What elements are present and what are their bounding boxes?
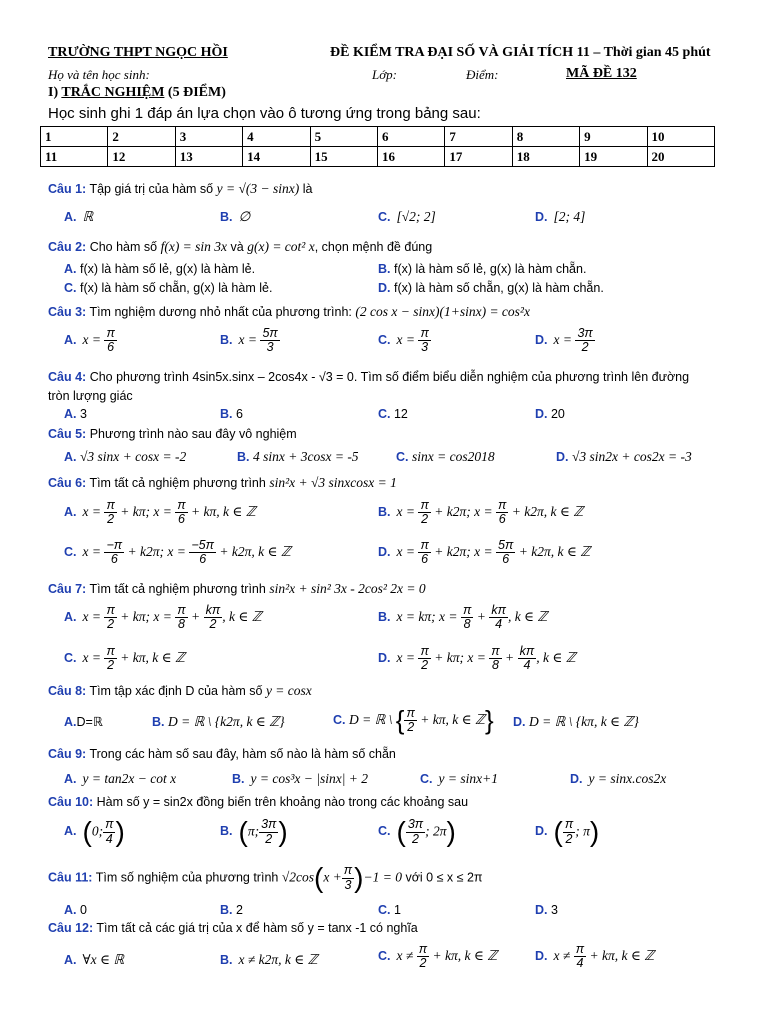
question-label: Câu 2: <box>48 240 87 254</box>
option-text: [2; 4] <box>553 209 586 224</box>
q6-option-b[interactable]: B. x = $\frac{\pi}{2}$ + k2π; x = $\frac{\pi}{6}$ + k2π, k ∈ ℤ <box>378 498 584 527</box>
student-name-label: Họ và tên học sinh: <box>48 67 150 82</box>
q11-option-b[interactable] <box>220 903 243 917</box>
answer-cell[interactable]: 14 <box>243 147 310 167</box>
question-text: Phương trình nào sau đây vô nghiệm <box>89 427 297 441</box>
question-6 <box>48 475 397 491</box>
q1-option-d[interactable] <box>535 209 585 225</box>
q1-option-a[interactable] <box>64 209 93 225</box>
answer-table <box>40 126 715 167</box>
question-5 <box>48 427 297 441</box>
answer-cell[interactable]: 3 <box>175 127 242 147</box>
question-text: Cho phương trình 4sin5x.sinx – 2cos4x - √3 = 0. Tìm số điểm biểu diễn nghiệm của phương trình lên đường <box>89 370 690 384</box>
q7-option-a[interactable]: A. x = $\frac{\pi}{2}$ + kπ; x = $\frac{\pi}{8}$ + $\frac{k\pi}{2}$ , k ∈ ℤ <box>64 603 262 632</box>
option-text: 1 <box>393 903 401 917</box>
question-text: Hàm số y = sin2x đồng biến trên khoảng nào trong các khoảng sau <box>96 795 469 809</box>
section-heading <box>48 85 226 101</box>
q10-option-c[interactable]: C. ( $\frac{3\pi}{2}$ ; 2π) <box>378 816 456 847</box>
q8-option-a[interactable] <box>64 714 103 729</box>
option-label: C. <box>64 281 77 295</box>
option-label: C. <box>333 712 346 727</box>
option-label: B. <box>220 953 233 967</box>
q2-option-d[interactable] <box>378 281 604 295</box>
option-label: A. <box>64 407 77 421</box>
q11-option-d[interactable] <box>535 903 558 917</box>
question-label: Câu 6: <box>48 476 87 490</box>
option-label: A. <box>64 903 77 917</box>
q1-option-c[interactable] <box>378 209 436 225</box>
option-text: 6 <box>235 407 243 421</box>
option-text: 3 <box>550 903 558 917</box>
question-expr: y = √(3 − sinx) <box>216 181 300 196</box>
option-text: y = cos³x − |sinx| + 2 <box>250 771 369 786</box>
q12-option-d[interactable]: D. x ≠ $\frac{\pi}{4}$ + kπ, k ∈ ℤ <box>535 942 655 971</box>
question-1 <box>48 181 312 197</box>
section-points: (5 ĐIỂM) <box>164 85 226 100</box>
option-text: 2 <box>235 903 243 917</box>
option-label: D. <box>535 824 548 839</box>
option-text: ∀x ∈ ℝ <box>82 952 125 967</box>
option-label: A. <box>64 210 77 224</box>
answer-cell[interactable]: 13 <box>175 147 242 167</box>
question-label: Câu 7: <box>48 582 87 596</box>
question-12 <box>48 921 418 935</box>
question-tail: là <box>302 182 313 196</box>
q4-option-d[interactable] <box>535 407 565 421</box>
question-expr: sin²x + sin² 3x - 2cos² 2x = 0 <box>269 581 426 596</box>
q3-option-a[interactable]: A. x = $\frac{\pi}{6}$ <box>64 326 115 355</box>
answer-cell[interactable]: 6 <box>377 127 444 147</box>
answer-cell[interactable]: 17 <box>445 147 512 167</box>
question-text: Tìm nghiệm dương nhỏ nhất của phương trình: <box>89 305 352 319</box>
option-label: B. <box>220 210 233 224</box>
option-text: 0 <box>79 903 87 917</box>
score-label: Điểm: <box>466 67 499 82</box>
question-expr: g(x) = cot² x <box>247 239 315 254</box>
option-label: A. <box>64 332 77 347</box>
question-9 <box>48 747 396 761</box>
answer-cell[interactable]: 9 <box>580 127 647 147</box>
q12-option-c[interactable]: C. x ≠ $\frac{\pi}{2}$ + kπ, k ∈ ℤ <box>378 942 498 971</box>
q3-option-b[interactable]: B. x = $\frac{5\pi}{3}$ <box>220 326 278 355</box>
exam-title: ĐỀ KIỂM TRA ĐẠI SỐ VÀ GIẢI TÍCH 11 – Thời gian 45 phút <box>330 45 711 60</box>
exam-code: MÃ ĐỀ 132 <box>566 66 637 81</box>
option-text: f(x) là hàm số chẵn, g(x) là hàm chẵn. <box>393 281 604 295</box>
option-label: C. <box>378 210 391 224</box>
option-text: y = sinx.cos2x <box>588 771 667 786</box>
option-label: A. <box>64 262 77 276</box>
question-expr: (2 cos x − sinx)(1+sinx) = cos²x <box>355 304 530 319</box>
option-text: x ≠ k2π, k ∈ ℤ <box>238 952 318 967</box>
q9-option-c[interactable] <box>420 771 498 787</box>
option-label: D. <box>378 650 391 665</box>
option-label: D. <box>535 332 548 347</box>
q6-option-a[interactable]: A. x = $\frac{\pi}{2}$ + kπ; x = $\frac{\pi}{6}$ + kπ, k ∈ ℤ <box>64 498 256 527</box>
answer-cell[interactable]: 19 <box>580 147 647 167</box>
question-7 <box>48 581 426 597</box>
option-text: sinx = cos2018 <box>411 449 495 464</box>
answer-cell[interactable]: 15 <box>310 147 377 167</box>
answer-cell[interactable]: 20 <box>647 147 714 167</box>
q5-option-a[interactable] <box>64 449 186 465</box>
question-3 <box>48 304 530 320</box>
q7-option-d[interactable]: D. x = $\frac{\pi}{2}$ + kπ; x = $\frac{\pi}{8}$ + $\frac{k\pi}{4}$ , k ∈ ℤ <box>378 644 576 673</box>
option-text: √3 sinx + cosx = -2 <box>79 449 187 464</box>
option-label: A. <box>64 715 77 729</box>
question-label: Câu 11: <box>48 870 93 885</box>
option-text: D=ℝ <box>76 715 103 729</box>
option-label: C. <box>378 903 391 917</box>
q4-option-a[interactable] <box>64 407 87 421</box>
option-label: B. <box>378 262 391 276</box>
q10-option-b[interactable]: B. (π; $\frac{3\pi}{2}$ ) <box>220 816 288 847</box>
q4-option-b[interactable] <box>220 407 243 421</box>
option-label: B. <box>378 504 391 519</box>
question-text: Tìm tất cả các giá trị của x để hàm số y = tanx -1 có nghĩa <box>96 921 418 935</box>
q9-option-a[interactable] <box>64 771 176 787</box>
q8-option-c[interactable]: C. D = ℝ \ { $\frac{\pi}{2}$ + kπ, k ∈ ℤ} <box>333 705 494 735</box>
question-text: Tìm tập xác định D của hàm số <box>89 684 263 698</box>
option-text: [√2; 2] <box>396 209 436 224</box>
option-label: A. <box>64 772 77 786</box>
option-label: D. <box>378 544 391 559</box>
answer-cell[interactable]: 5 <box>310 127 377 147</box>
question-label: Câu 8: <box>48 684 87 698</box>
question-11: Câu 11: Tìm số nghiệm của phương trình √2cos(x + $\frac{\pi}{3}$ )−1 = 0 với 0 ≤ x ≤ 2π <box>48 862 483 893</box>
q12-option-b[interactable] <box>220 952 318 968</box>
answer-cell[interactable]: 2 <box>108 127 175 147</box>
q11-option-c[interactable] <box>378 903 401 917</box>
option-label: B. <box>232 772 245 786</box>
school-name: TRƯỜNG THPT NGỌC HỒI <box>48 45 228 60</box>
question-text: Trong các hàm số sau đây, hàm số nào là hàm số chẵn <box>89 747 396 761</box>
option-label: D. <box>378 281 391 295</box>
q3-option-d[interactable]: D. x = $\frac{3\pi}{2}$ <box>535 326 593 355</box>
option-label: D. <box>535 903 548 917</box>
option-label: B. <box>220 903 233 917</box>
option-label: B. <box>220 407 233 421</box>
option-text: y = sinx+1 <box>438 771 498 786</box>
option-label: B. <box>220 824 233 839</box>
answer-cell[interactable]: 1 <box>41 127 108 147</box>
option-label: C. <box>378 332 391 347</box>
answer-cell[interactable]: 11 <box>41 147 108 167</box>
option-text: f(x) là hàm số lẻ, g(x) là hàm chẵn. <box>393 262 587 276</box>
answer-cell[interactable]: 16 <box>377 147 444 167</box>
q2-option-b[interactable] <box>378 262 586 276</box>
q5-option-d[interactable] <box>556 449 692 465</box>
q7-option-c[interactable]: C. x = $\frac{\pi}{2}$ + kπ, k ∈ ℤ <box>64 644 185 673</box>
question-expr: sin²x + √3 sinxcosx = 1 <box>269 475 397 490</box>
q8-option-b[interactable] <box>152 714 285 730</box>
option-label: C. <box>378 407 391 421</box>
q2-option-c[interactable] <box>64 281 272 295</box>
question-expr: y = cosx <box>265 683 312 698</box>
q11-option-a[interactable] <box>64 903 87 917</box>
question-8 <box>48 683 312 699</box>
q6-option-d[interactable]: D. x = $\frac{\pi}{6}$ + k2π; x = $\frac{5\pi}{6}$ + k2π, k ∈ ℤ <box>378 538 591 567</box>
option-label: A. <box>64 824 77 839</box>
class-label: Lớp: <box>372 67 397 82</box>
option-text: f(x) là hàm số chẵn, g(x) là hàm lẻ. <box>79 281 273 295</box>
answer-cell[interactable]: 7 <box>445 127 512 147</box>
option-label: D. <box>535 210 548 224</box>
option-label: C. <box>378 824 391 839</box>
option-text: 3 <box>79 407 87 421</box>
option-text: √3 sin2x + cos2x = -3 <box>571 449 692 464</box>
answer-cell[interactable]: 8 <box>512 127 579 147</box>
option-label: B. <box>220 332 233 347</box>
option-text: 12 <box>393 407 408 421</box>
question-label: Câu 4: <box>48 370 87 384</box>
question-label: Câu 5: <box>48 427 87 441</box>
option-text: ∅ <box>238 209 251 224</box>
question-label: Câu 10: <box>48 795 94 809</box>
q7-option-b[interactable]: B. x = kπ; x = $\frac{\pi}{8}$ + $\frac{k\pi}{4}$ , k ∈ ℤ <box>378 603 548 632</box>
answer-table-row <box>41 127 715 147</box>
option-label: C. <box>420 772 433 786</box>
question-tail: , chọn mệnh đề đúng <box>314 240 433 254</box>
q5-option-b[interactable] <box>237 449 359 465</box>
question-4-cont: tròn lượng giác <box>48 389 133 403</box>
instruction: Học sinh ghi 1 đáp án lựa chọn vào ô tương ứng trong bảng sau: <box>48 105 481 122</box>
question-label: Câu 9: <box>48 747 87 761</box>
q8-option-d[interactable] <box>513 714 639 730</box>
q1-option-b[interactable] <box>220 209 250 225</box>
question-label: Câu 12: <box>48 921 94 935</box>
option-text: y = tan2x − cot x <box>82 771 177 786</box>
question-text: Tìm số nghiệm của phương trình <box>95 870 279 885</box>
q4-option-c[interactable] <box>378 407 408 421</box>
q10-option-d[interactable]: D. ( $\frac{\pi}{2}$ ; π) <box>535 816 600 847</box>
q10-option-a[interactable]: A. (0; $\frac{\pi}{4}$ ) <box>64 816 125 847</box>
question-2 <box>48 239 432 255</box>
q2-option-a[interactable] <box>64 262 255 276</box>
option-label: D. <box>513 715 526 729</box>
option-text: ℝ <box>82 209 94 224</box>
question-text: Tìm tất cả nghiệm phương trình <box>89 476 266 490</box>
option-label: D. <box>570 772 583 786</box>
question-text: và <box>230 240 244 254</box>
option-label: D. <box>535 948 548 963</box>
question-text: Tập giá trị của hàm số <box>89 182 214 196</box>
option-label: A. <box>64 504 77 519</box>
answer-cell[interactable]: 12 <box>108 147 175 167</box>
option-label: C. <box>396 450 409 464</box>
option-text: 4 sinx + 3cosx = -5 <box>252 449 359 464</box>
section-roman: I) <box>48 85 62 100</box>
option-text: D = ℝ \ {kπ, k ∈ ℤ} <box>528 714 639 729</box>
question-text: Cho hàm số <box>89 240 158 254</box>
option-label: C. <box>64 544 77 559</box>
q5-option-c[interactable] <box>396 449 495 465</box>
question-text: Tìm tất cả nghiệm phương trình <box>89 582 266 596</box>
option-label: D. <box>556 450 569 464</box>
q9-option-b[interactable] <box>232 771 368 787</box>
option-label: A. <box>64 450 77 464</box>
answer-cell[interactable]: 10 <box>647 127 714 147</box>
option-label: A. <box>64 609 77 624</box>
question-10 <box>48 795 468 809</box>
option-label: B. <box>152 715 165 729</box>
q6-option-c[interactable]: C. x = $\frac{-\pi}{6}$ + k2π; x = $\frac{-5\pi}{6}$ + k2π, k ∈ ℤ <box>64 538 291 567</box>
question-tail: với 0 ≤ x ≤ 2π <box>405 870 483 885</box>
option-label: B. <box>378 609 391 624</box>
option-label: D. <box>535 407 548 421</box>
section-title: TRẮC NGHIỆM <box>61 85 165 100</box>
option-label: B. <box>237 450 250 464</box>
question-4 <box>48 370 689 384</box>
option-label: A. <box>64 953 77 967</box>
option-label: C. <box>378 948 391 963</box>
option-text: f(x) là hàm số lẻ, g(x) là hàm lẻ. <box>79 262 256 276</box>
option-text: D = ℝ \ {k2π, k ∈ ℤ} <box>167 714 285 729</box>
question-label: Câu 1: <box>48 182 87 196</box>
q12-option-a[interactable] <box>64 952 124 968</box>
q3-option-c[interactable]: C. x = $\frac{\pi}{3}$ <box>378 326 429 355</box>
answer-cell[interactable]: 4 <box>243 127 310 147</box>
option-label: C. <box>64 650 77 665</box>
answer-cell[interactable]: 18 <box>512 147 579 167</box>
q9-option-d[interactable] <box>570 771 666 787</box>
option-text: 20 <box>550 407 565 421</box>
question-label: Câu 3: <box>48 305 87 319</box>
question-expr: f(x) = sin 3x <box>160 239 228 254</box>
answer-table-row <box>41 147 715 167</box>
